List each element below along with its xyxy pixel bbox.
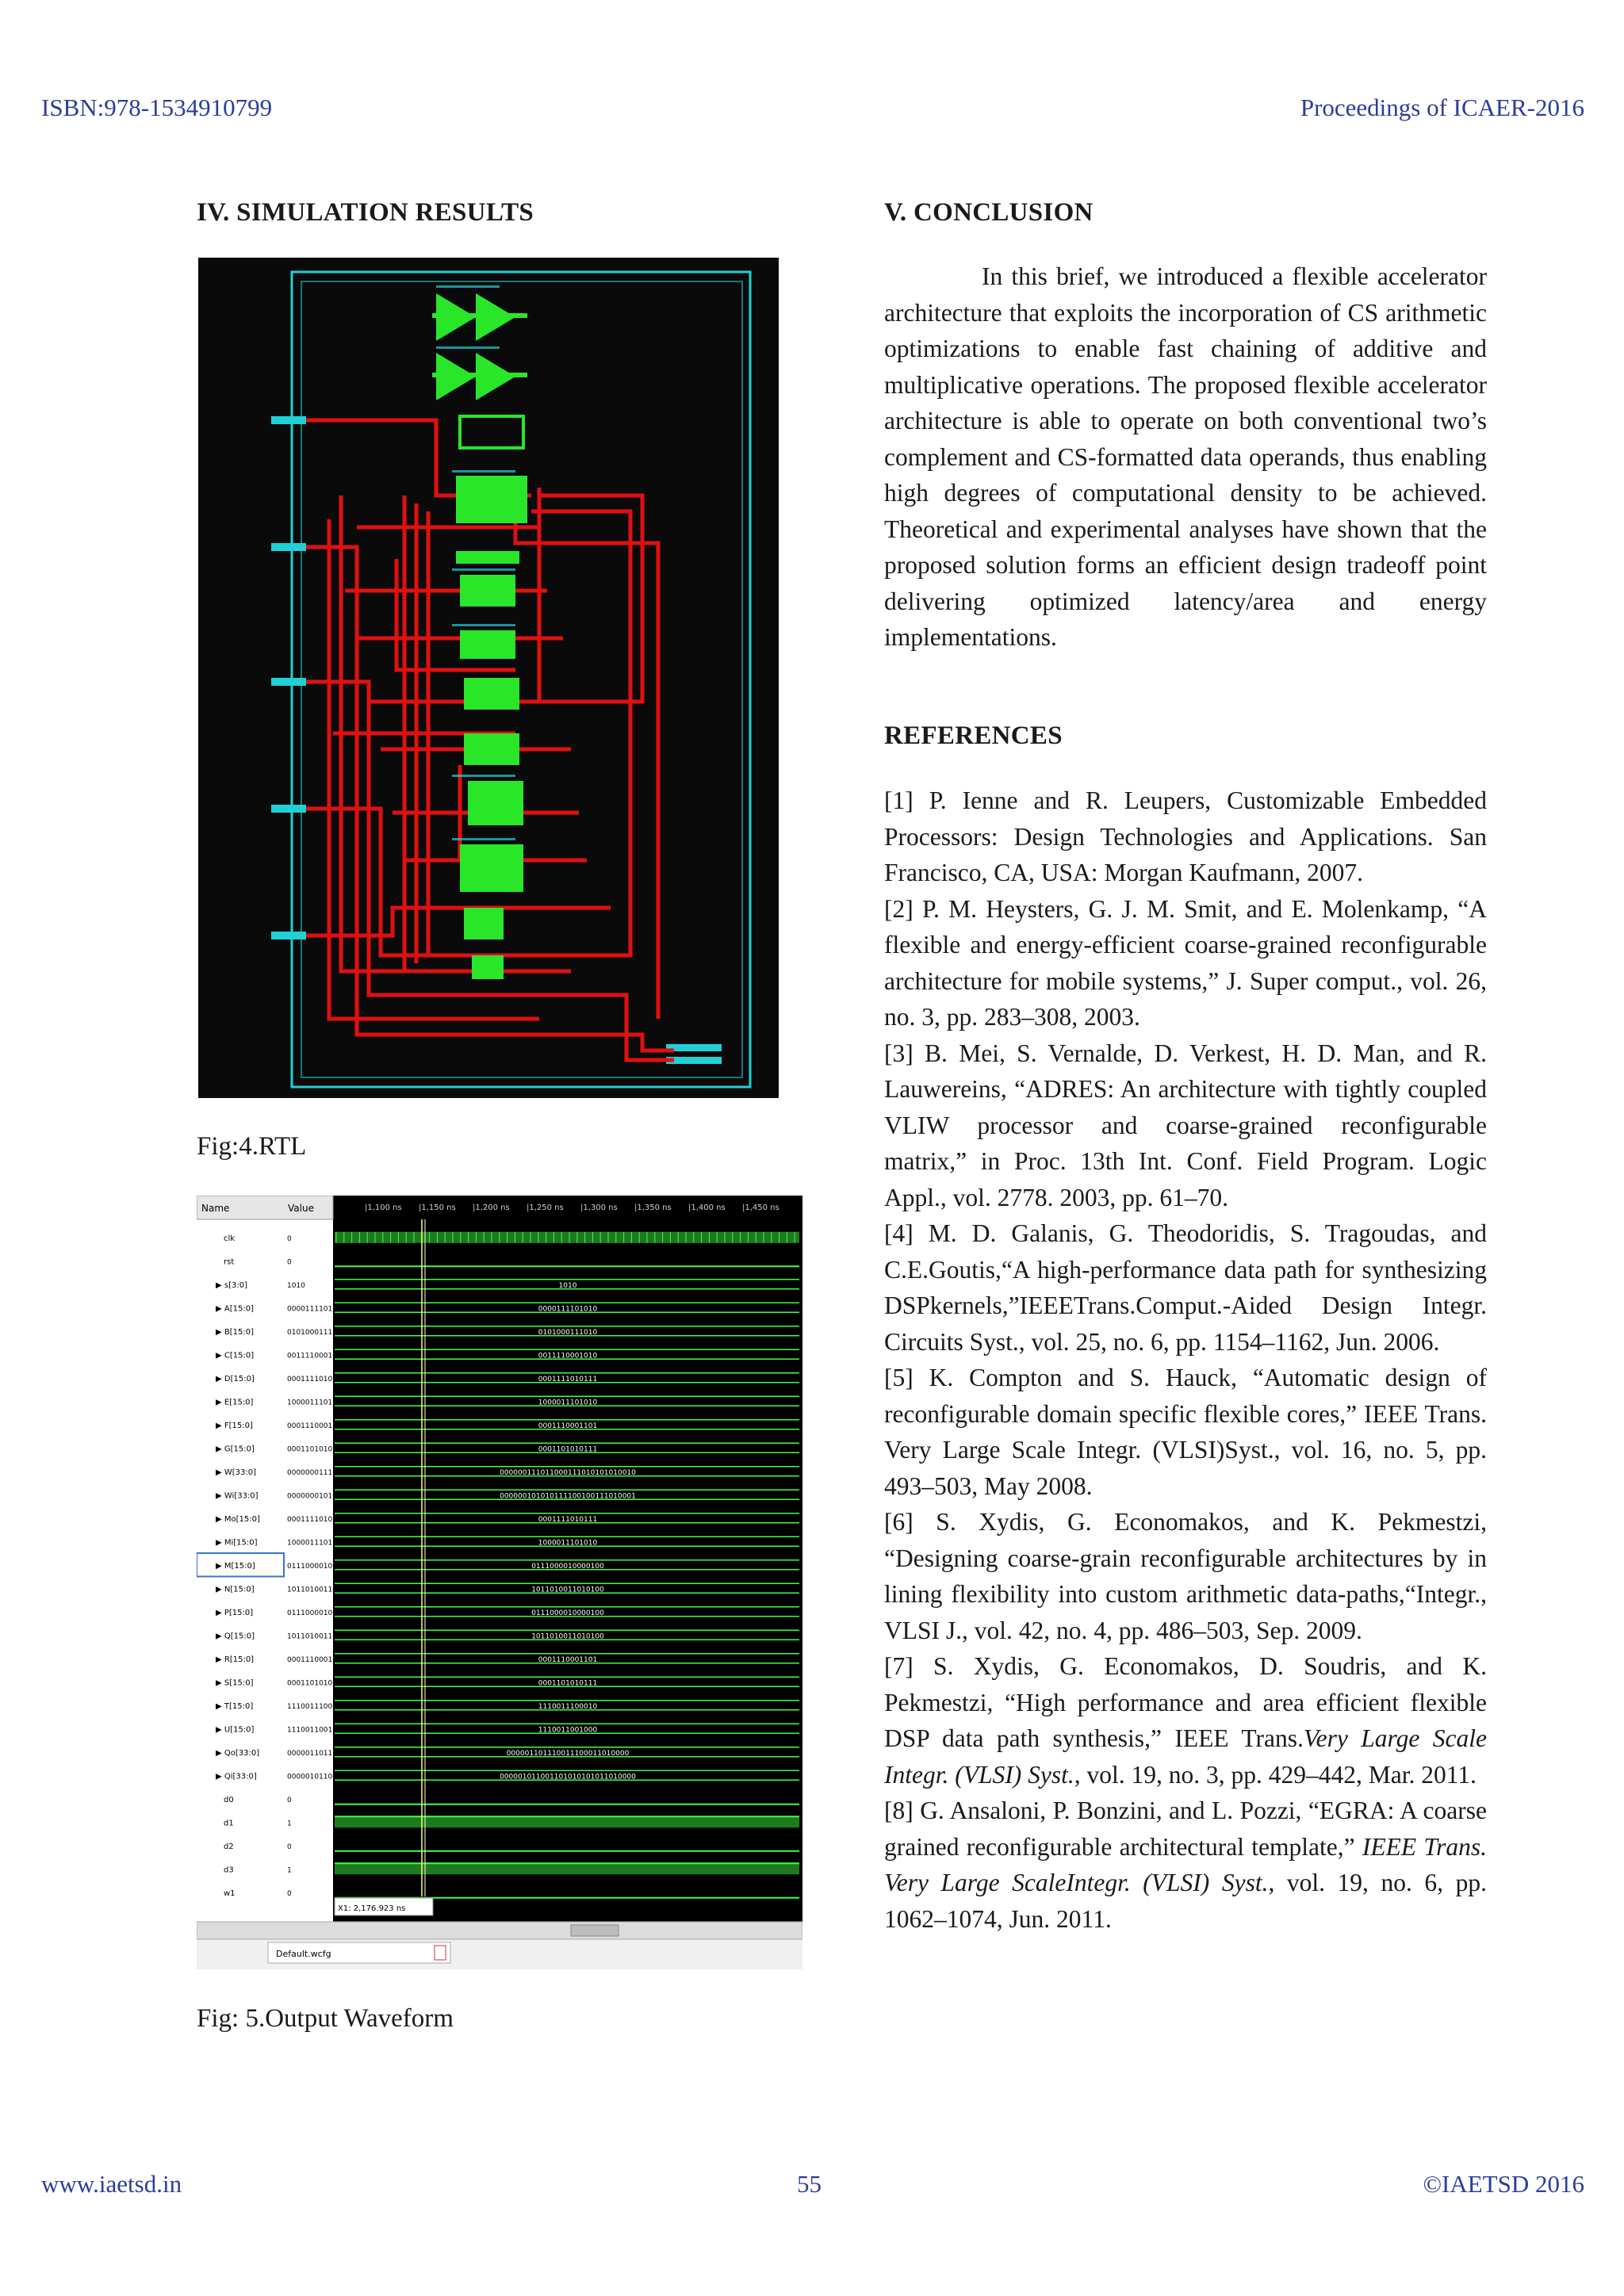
signal-name: ▶ F[15:0]	[216, 1421, 253, 1430]
reference-item: [2] P. M. Heysters, G. J. M. Smit, and E. Molenkamp, “A flexible and energy-efficient coarse-grained reconfigurable architecture for mobile systems,” J. Super comput., vol. 26, no. 3, pp. 283–308, 2003.	[884, 894, 1487, 1031]
signal-name: ▶ T[15:0]	[216, 1701, 254, 1711]
signal-name: clk	[224, 1234, 236, 1243]
bus-value-label: 1010	[558, 1281, 577, 1290]
bus-value-label: 0001110001101	[538, 1422, 598, 1430]
signal-value: 1000011101010	[287, 1399, 347, 1407]
bus-value-label: 0001111010111	[538, 1515, 598, 1524]
bus-value-label: 1000011101010	[538, 1399, 598, 1407]
reference-item: [1] P. Ienne and R. Leupers, Customizable Embedded Processors: Design Technologies and Applications. San Francisco, CA, USA: Morgan Kaufmann, 2007.	[884, 786, 1487, 886]
signal-name: ▶ Mo[15:0]	[216, 1514, 260, 1524]
references-list	[884, 783, 1487, 1937]
reference-item: [4] M. D. Galanis, G. Theodoridis, S. Tragoudas, and C.E.Goutis,“A high-performance data path for synthesizing DSPkernels,”IEEETrans.Comput.-Aided Design Integr. Circuits Syst., vol. 25, no. 6, pp. 1154–1162, Jun. 2006.	[884, 1219, 1487, 1356]
signal-name: ▶ Qi[33:0]	[216, 1772, 257, 1781]
reference-item: [7] S. Xydis, G. Economakos, D. Soudris, and K. Pekmestzi, “High performance and area efficient flexible DSP data path synthesis,” IEEE Trans.Very Large Scale Integr. (VLSI) Syst., vol. 19, no. 3, pp. 429–442, Mar. 2011.	[884, 1652, 1487, 1789]
signal-value: 0000111101010	[287, 1305, 347, 1314]
signal-value: 1000011101010	[287, 1539, 347, 1548]
signal-value: 0111000010000	[287, 1609, 347, 1617]
scrollbar-thumb	[571, 1925, 619, 1936]
signal-name: d1	[224, 1819, 234, 1828]
signal-value: 0001111010111	[287, 1375, 347, 1383]
signal-name: ▶ N[15:0]	[216, 1585, 255, 1594]
signal-name: ▶ A[15:0]	[216, 1304, 254, 1314]
waveform-viewer	[197, 1196, 802, 1969]
signal-value: 0000011011100	[287, 1749, 347, 1758]
signal-value: 0001110001101	[287, 1422, 347, 1430]
time-tick-label: |1,450 ns	[742, 1203, 779, 1212]
time-tick-label: |1,100 ns	[365, 1203, 402, 1212]
signal-name: d2	[224, 1842, 234, 1851]
signal-name: w1	[224, 1888, 236, 1898]
signal-name: ▶ D[15:0]	[216, 1374, 255, 1383]
signal-name: ▶ M[15:0]	[216, 1561, 255, 1571]
time-tick-label: |1,250 ns	[527, 1203, 564, 1212]
horizontal-scrollbar	[197, 1922, 802, 1939]
section-title-conclusion: V. CONCLUSION	[884, 198, 1094, 227]
bus-value-label: 0001101010111	[538, 1679, 598, 1688]
time-tick-label: |1,350 ns	[634, 1203, 672, 1212]
signal-value: 1010	[287, 1281, 305, 1290]
signal-value: 0000000101011	[287, 1492, 347, 1501]
reference-item: [5] K. Compton and S. Hauck, “Automatic design of reconfigurable domain specific flexible cores,” IEEE Trans. Very Large Scale Integr. (VLSI)Syst., vol. 16, no. 5, pp. 493–503, May 2008.	[884, 1364, 1487, 1500]
signal-name: ▶ R[15:0]	[216, 1655, 255, 1664]
bus-value-label: 0011110001010	[538, 1352, 598, 1360]
signal-name: ▶ S[15:0]	[216, 1678, 254, 1688]
signal-value: 0111000010000	[287, 1562, 347, 1571]
value-column-header: Value	[288, 1203, 314, 1214]
signal-name: d0	[224, 1795, 234, 1804]
signal-name: ▶ Qo[33:0]	[216, 1748, 260, 1758]
bus-value-label: 0001111010111	[538, 1375, 598, 1383]
cursor-readout: X1: 2,176.923 ns	[338, 1904, 406, 1913]
signal-name: d3	[224, 1866, 234, 1875]
bus-value-label: 000001011001101010101011010000	[500, 1773, 636, 1781]
signal-value: 0001111010111	[287, 1515, 347, 1524]
bus-value-label: 0001110001101	[538, 1655, 598, 1664]
bus-value-label: 0001101010111	[538, 1445, 598, 1454]
section-title-simulation: IV. SIMULATION RESULTS	[197, 198, 534, 227]
signal-value: 0001101010111	[287, 1679, 347, 1688]
bus-value-label: 000000111011000111010101010010	[500, 1468, 636, 1477]
signal-value: 0	[287, 1234, 292, 1243]
signal-value: 0011110001010	[287, 1352, 347, 1360]
signal-value: 1011010011010	[287, 1586, 347, 1594]
time-tick-label: |1,150 ns	[419, 1203, 456, 1212]
rtl-schematic-drawing	[198, 258, 779, 1098]
signal-value: 0	[287, 1843, 292, 1851]
signal-value: 1	[287, 1866, 292, 1875]
fig4-caption: Fig:4.RTL	[197, 1132, 307, 1161]
signal-name: ▶ E[15:0]	[216, 1398, 254, 1407]
bus-value-label: 000000101010111100100111010001	[500, 1492, 636, 1501]
bus-value-label: 1011010011010100	[531, 1632, 604, 1641]
signal-value: 0	[287, 1796, 292, 1804]
signal-value: 0	[287, 1258, 292, 1267]
output-waveform-figure	[197, 1196, 802, 1969]
bus-value-label: 1000011101010	[538, 1539, 598, 1548]
bus-value-label: 000001101110011100011010000	[506, 1749, 630, 1758]
time-tick-label: |1,300 ns	[580, 1203, 618, 1212]
bus-value-label: 1110011001000	[538, 1726, 598, 1735]
signal-name: ▶ Mi[15:0]	[216, 1538, 258, 1548]
footer-url: www.iaetsd.in	[41, 2170, 182, 2198]
name-column-header: Name	[201, 1203, 230, 1214]
rtl-schematic-figure	[198, 258, 779, 1098]
signal-name: ▶ U[15:0]	[216, 1725, 255, 1735]
bus-value-label: 1110011100010	[538, 1702, 598, 1711]
bus-value-label: 0111000010000100	[531, 1609, 604, 1617]
signal-name: ▶ Wi[33:0]	[216, 1491, 259, 1501]
signal-name: rst	[224, 1257, 235, 1267]
reference-item: [8] G. Ansaloni, P. Bonzini, and L. Pozzi, “EGRA: A coarse grained reconfigurable architectural template,” IEEE Trans. Very Large ScaleIntegr. (VLSI) Syst., vol. 19, no. 6, pp. 1062–1074, Jun. 2011.	[884, 1797, 1487, 1933]
conclusion-paragraph: In this brief, we introduced a flexible accelerator architecture that exploits the incorporation of CS arithmetic optimizations to enable fast chaining of additive and multiplicative operations. The proposed flexible accelerator architecture is able to operate on both conventional two’s complement and CS-formatted data operands, thus enabling high degrees of computational density to be achieved. Theoretical and experimental analyses have shown that the proposed solution forms an efficient design tradeoff point delivering optimized latency/area and energy implementations.	[884, 262, 1487, 651]
signal-name: ▶ Q[15:0]	[216, 1632, 255, 1641]
signal-value: 0	[287, 1889, 292, 1898]
page-number: 55	[797, 2170, 822, 2198]
header-proceedings: Proceedings of ICAER-2016	[1300, 94, 1584, 121]
close-icon	[435, 1946, 446, 1960]
signal-value: 0101000111010	[287, 1328, 347, 1337]
time-tick-label: |1,200 ns	[473, 1203, 510, 1212]
signal-name: ▶ P[15:0]	[216, 1608, 254, 1617]
signal-value: 0000010110011	[287, 1773, 347, 1781]
signal-value: 1	[287, 1820, 292, 1828]
signal-value: 0000000111011	[287, 1468, 347, 1477]
signal-value: 1011010011010	[287, 1632, 347, 1641]
reference-item: [3] B. Mei, S. Vernalde, D. Verkest, H. D. Man, and R. Lauwereins, “ADRES: An architecture with tightly coupled VLIW processor and coarse-grained reconfigurable matrix,” in Proc. 13th Int. Conf. Field Program. Logic Appl., vol. 2778. 2003, pp. 61–70.	[884, 1039, 1487, 1211]
tab-label: Default.wcfg	[276, 1949, 331, 1959]
signal-value: 0001101010111	[287, 1445, 347, 1454]
signal-name: ▶ W[33:0]	[216, 1468, 257, 1477]
clock-wave	[335, 1232, 799, 1243]
fig5-caption: Fig: 5.Output Waveform	[197, 2004, 454, 2033]
header-isbn: ISBN:978-1534910799	[41, 94, 273, 121]
bus-value-label: 0101000111010	[538, 1328, 598, 1337]
footer-copyright: ©IAETSD 2016	[1423, 2170, 1584, 2198]
time-tick-label: |1,400 ns	[688, 1203, 726, 1212]
reference-item: [6] S. Xydis, G. Economakos, and K. Pekmestzi, “Designing coarse-grain reconfigurable architectures by in lining flexibility into custom arithmetic data-paths,“Integr., VLSI J., vol. 42, no. 4, pp. 486–503, Sep. 2009.	[884, 1508, 1487, 1644]
signal-name: ▶ s[3:0]	[216, 1280, 247, 1290]
signal-name: ▶ B[15:0]	[216, 1327, 254, 1337]
bus-value-label: 0000111101010	[538, 1305, 598, 1314]
bit-wave-high	[335, 1816, 799, 1827]
bus-value-label: 0111000010000100	[531, 1562, 604, 1571]
signal-name: ▶ C[15:0]	[216, 1351, 255, 1360]
signal-name: ▶ G[15:0]	[216, 1445, 255, 1454]
conclusion-body	[884, 258, 1487, 656]
signal-value: 0001110001101	[287, 1655, 347, 1664]
bit-wave-high	[335, 1863, 799, 1874]
signal-value: 1110011001000	[287, 1726, 347, 1735]
section-title-references: REFERENCES	[884, 721, 1063, 750]
signal-value: 1110011100010	[287, 1702, 347, 1711]
bus-value-label: 1011010011010100	[531, 1586, 604, 1594]
